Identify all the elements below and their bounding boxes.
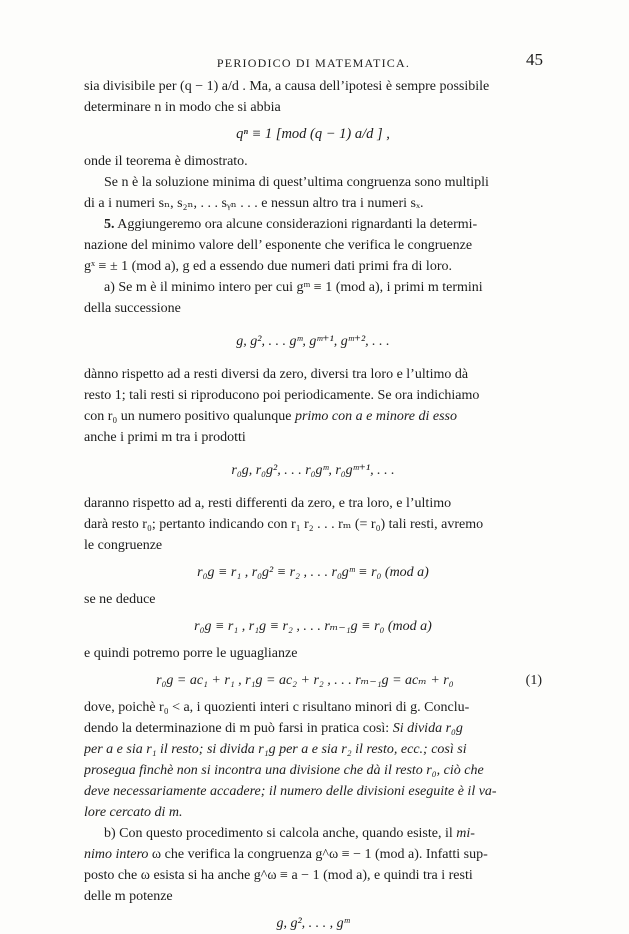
text-line: nazione del minimo valore dell’ esponente che verifica le congruenze [84, 238, 473, 253]
formula-congruence: qⁿ ≡ 1 [mod (q − 1) a/d ] , [236, 126, 390, 142]
text-line: per a e sia r₁ il resto; si divida r₁g per a e sia r₂ il resto, ecc.; così si [84, 742, 467, 757]
running-title: PERIODICO DI MATEMATICA. [216, 56, 411, 70]
text-line: posto che ω esista si ha anche g^ω ≡ a − 1 (mod a), e quindi tra i resti [84, 868, 473, 883]
text-line: se ne deduce [84, 592, 156, 607]
text-line: lore cercato di m. [84, 805, 183, 820]
formula-congruences: r₀g ≡ r₁ , r₀g² ≡ r₂ , . . . r₀gᵐ ≡ r₀ (mod a) [197, 565, 429, 580]
text-line: dànno rispetto ad a resti diversi da zero, diversi tra loro e l’ultimo dà [84, 367, 469, 382]
text-line: dendo la determinazione di m può farsi in pratica così: Si divida r₀g [84, 721, 463, 736]
text-line: gˣ ≡ ± 1 (mod a), g ed a essendo due numeri dati primi fra di loro. [84, 259, 452, 274]
text-line: nimo intero ω che verifica la congruenza g^ω ≡ − 1 (mod a). Infatti sup- [84, 847, 488, 862]
text-line: sia divisibile per (q − 1) a/d . Ma, a causa dell’ipotesi è sempre possibile [84, 79, 490, 94]
text-line: della successione [84, 301, 181, 316]
text-line: delle m potenze [84, 889, 173, 904]
text-line: di a i numeri sₙ, s₂ₙ, . . . sᵧₙ . . . e nessun altro tra i numeri sₓ. [84, 196, 424, 211]
text-line: Se n è la soluzione minima di quest’ultima congruenza sono multipli [104, 175, 489, 190]
text-line: b) Con questo procedimento si calcola anche, quando esiste, il mi- [104, 826, 475, 841]
formula-powers: g, g², . . . , gᵐ [276, 916, 350, 931]
text-line: determinare n in modo che si abbia [84, 100, 281, 115]
text-line: prosegua finchè non si incontra una divisione che dà il resto r₀, ciò che [84, 763, 484, 778]
text-line: e quindi potremo porre le uguaglianze [84, 646, 298, 661]
text-line: resto 1; tali resti si riproducono poi periodicamente. Se ora indichiamo [84, 388, 480, 403]
section-5-start: 5. Aggiungeremo ora alcune considerazioni rignardanti la determi- [104, 217, 478, 232]
section-number: 5. [104, 217, 115, 232]
text-line: darà resto r₀; pertanto indicando con r₁ r₂ . . . rₘ (= r₀) tali resti, avremo [84, 517, 484, 532]
formula-equalities: (1) r₀g = ac₁ + r₁ , r₁g = ac₂ + r₂ , . . . rₘ₋₁g = acₘ + r₀ [84, 670, 542, 691]
formula-sequence: g, g², . . . gᵐ, gᵐ⁺¹, gᵐ⁺², . . . [236, 334, 390, 349]
page-header [84, 50, 543, 72]
body-text [84, 76, 542, 934]
equation-number: (1) [525, 673, 542, 688]
page-number: 45 [526, 50, 543, 69]
text-line: onde il teorema è dimostrato. [84, 154, 248, 169]
text-line: a) Se m è il minimo intero per cui gᵐ ≡ 1 (mod a), i primi m termini [104, 280, 483, 295]
text-line: le congruenze [84, 538, 163, 553]
text-line: dove, poichè r₀ < a, i quozienti interi c risultano minori di g. Conclu- [84, 700, 470, 715]
text-line: con r₀ un numero positivo qualunque primo con a e minore di esso [84, 409, 457, 424]
formula-deduced: r₀g ≡ r₁ , r₁g ≡ r₂ , . . . rₘ₋₁g ≡ r₀ (mod a) [194, 619, 432, 634]
text-line: daranno rispetto ad a, resti differenti da zero, e tra loro, e l’ultimo [84, 496, 452, 511]
formula-products: r₀g, r₀g², . . . r₀gᵐ, r₀gᵐ⁺¹, . . . [231, 463, 395, 478]
text-line: deve necessariamente accadere; il numero delle divisioni eseguite è il va- [84, 784, 497, 799]
text-line: anche i primi m tra i prodotti [84, 430, 246, 445]
